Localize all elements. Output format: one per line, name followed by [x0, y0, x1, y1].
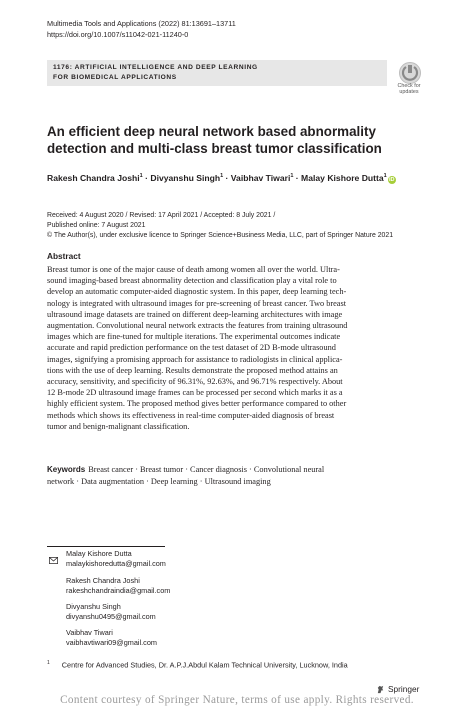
contact-entry — [66, 602, 156, 622]
footnote-divider — [47, 546, 165, 547]
abstract-body — [47, 264, 429, 432]
abstract-line: 12 B-mode 2D ultrasound image frames can be processed per second which marks it as a — [47, 388, 343, 398]
orcid-icon[interactable]: iD — [388, 176, 395, 183]
abstract-line: tumor and benign-malignant classification. — [47, 421, 190, 431]
contact-email[interactable]: malaykishoredutta@gmail.com — [66, 559, 166, 568]
contact-email[interactable]: rakeshchandraindia@gmail.com — [66, 586, 171, 595]
abstract-line: nology is integrated with ultrasound images for pre-screening of breast cancer. Two breast — [47, 298, 347, 308]
check-for-updates-line-2: updates — [399, 89, 419, 96]
abstract-line: highly efficient system. The proposed method gives better performance compared to other — [47, 399, 347, 409]
author-affiliation-ref: 1 — [139, 173, 143, 179]
abstract-line: augmentation. Convolutional neural network extracts the features from training ultrasound — [47, 321, 348, 331]
abstract-line: accuracy, sensitivity, and specificity of 96.31%, 92.63%, and 96.71% respectively. About — [47, 377, 343, 387]
author-affiliation-ref: 1 — [290, 173, 294, 179]
history-dates: Received: 4 August 2020 / Revised: 17 April 2021 / Accepted: 8 July 2021 / — [47, 212, 276, 219]
affiliation — [47, 658, 348, 670]
contact-name: Divyanshu Singh — [66, 602, 121, 611]
author-list — [47, 171, 396, 184]
springer-horse-icon — [376, 685, 385, 694]
author-name[interactable]: Rakesh Chandra Joshi — [47, 172, 140, 183]
check-for-updates-button[interactable] — [391, 62, 427, 102]
author-name[interactable]: Vaibhav Tiwari — [230, 172, 291, 183]
abstract-line: sound imaging-based breast abnormality detection and classification play a vital role to — [47, 276, 337, 286]
publisher-logo — [376, 684, 419, 694]
keywords-line-2: network · Data augmentation · Deep learning · Ultrasound imaging — [47, 476, 271, 486]
copyright: © The Author(s), under exclusive licence to Springer Science+Business Media, LLC, part of Springer Nature 2021 — [47, 232, 394, 239]
abstract-line: images which are fine-tuned for multiple iterations. The experimental outcomes indicate — [47, 332, 341, 342]
mail-icon — [49, 551, 58, 558]
check-for-updates-line-1: Check for — [397, 83, 421, 89]
author-affiliation-ref: 1 — [383, 173, 387, 179]
title-line-1: An efficient deep neural network based abnormality — [47, 124, 376, 139]
abstract-line: methods which shows its effectiveness in real-time computer-aided diagnosis of breast — [47, 410, 335, 420]
keywords-label: Keywords — [47, 465, 86, 474]
contact-name: Rakesh Chandra Joshi — [66, 576, 140, 585]
contact-name: Vaibhav Tiwari — [66, 628, 113, 637]
contact-entry — [66, 549, 166, 569]
contact-name: Malay Kishore Dutta — [66, 549, 132, 558]
affiliation-number: 1 — [47, 660, 50, 666]
published-online: Published online: 7 August 2021 — [47, 222, 146, 229]
abstract-line: Breast tumor is one of the major cause of death among women all over the world. Ultra- — [47, 265, 340, 274]
contact-entry — [66, 576, 170, 596]
contact-email[interactable]: divyanshu0495@gmail.com — [66, 612, 156, 621]
abstract-line: ultrasound image datasets are trained on different deep-learning architectures with image — [47, 309, 343, 319]
author-separator: · — [293, 172, 302, 183]
journal-info — [47, 19, 236, 40]
abstract-line: develop an automatic computer-aided diagnostic system. In this paper, deep learning tech- — [47, 287, 347, 297]
contact-email[interactable]: vaibhavtiwari09@gmail.com — [66, 638, 157, 647]
contact-entry — [66, 628, 157, 648]
doi-link[interactable]: https://doi.org/10.1007/s11042-021-11240-0 — [47, 29, 189, 39]
title-line-2: detection and multi-class breast tumor classification — [47, 141, 382, 156]
keywords — [47, 464, 429, 488]
abstract-line: images, signifying a promising approach for assistance to radiologists in clinical applica- — [47, 354, 343, 364]
author-affiliation-ref: 1 — [220, 173, 224, 179]
author-name[interactable]: Divyanshu Singh — [150, 172, 221, 183]
courtesy-watermark: Content courtesy of Springer Nature, terms of use apply. Rights reserved. — [60, 694, 414, 706]
check-for-updates-icon — [399, 62, 421, 84]
topic-line-2: FOR BIOMEDICAL APPLICATIONS — [53, 73, 177, 81]
affiliation-text: Centre for Advanced Studies, Dr. A.P.J.Abdul Kalam Technical University, Lucknow, India — [61, 660, 348, 670]
journal-citation: Multimedia Tools and Applications (2022) 81:13691–13711 — [47, 19, 236, 28]
abstract-heading: Abstract — [47, 251, 81, 261]
abstract-line: accurate and rapid prediction performance on the test dataset of 2D B-mode ultrasound — [47, 343, 336, 353]
article-title — [47, 123, 427, 157]
topic-line-1: 1176: ARTIFICIAL INTELLIGENCE AND DEEP LEARNING — [53, 64, 258, 71]
author-separator: · — [223, 172, 231, 183]
publisher-name: Springer — [388, 684, 420, 694]
article-history — [47, 211, 393, 241]
author-separator: · — [142, 172, 151, 183]
topical-collection — [53, 63, 258, 82]
author-name[interactable]: Malay Kishore Dutta — [301, 172, 384, 183]
keywords-line-1: Breast cancer · Breast tumor · Cancer diagnosis · Convolutional neural — [88, 465, 325, 474]
abstract-line: tions with the use of deep learning. Results demonstrate the proposed method attains an — [47, 365, 338, 375]
